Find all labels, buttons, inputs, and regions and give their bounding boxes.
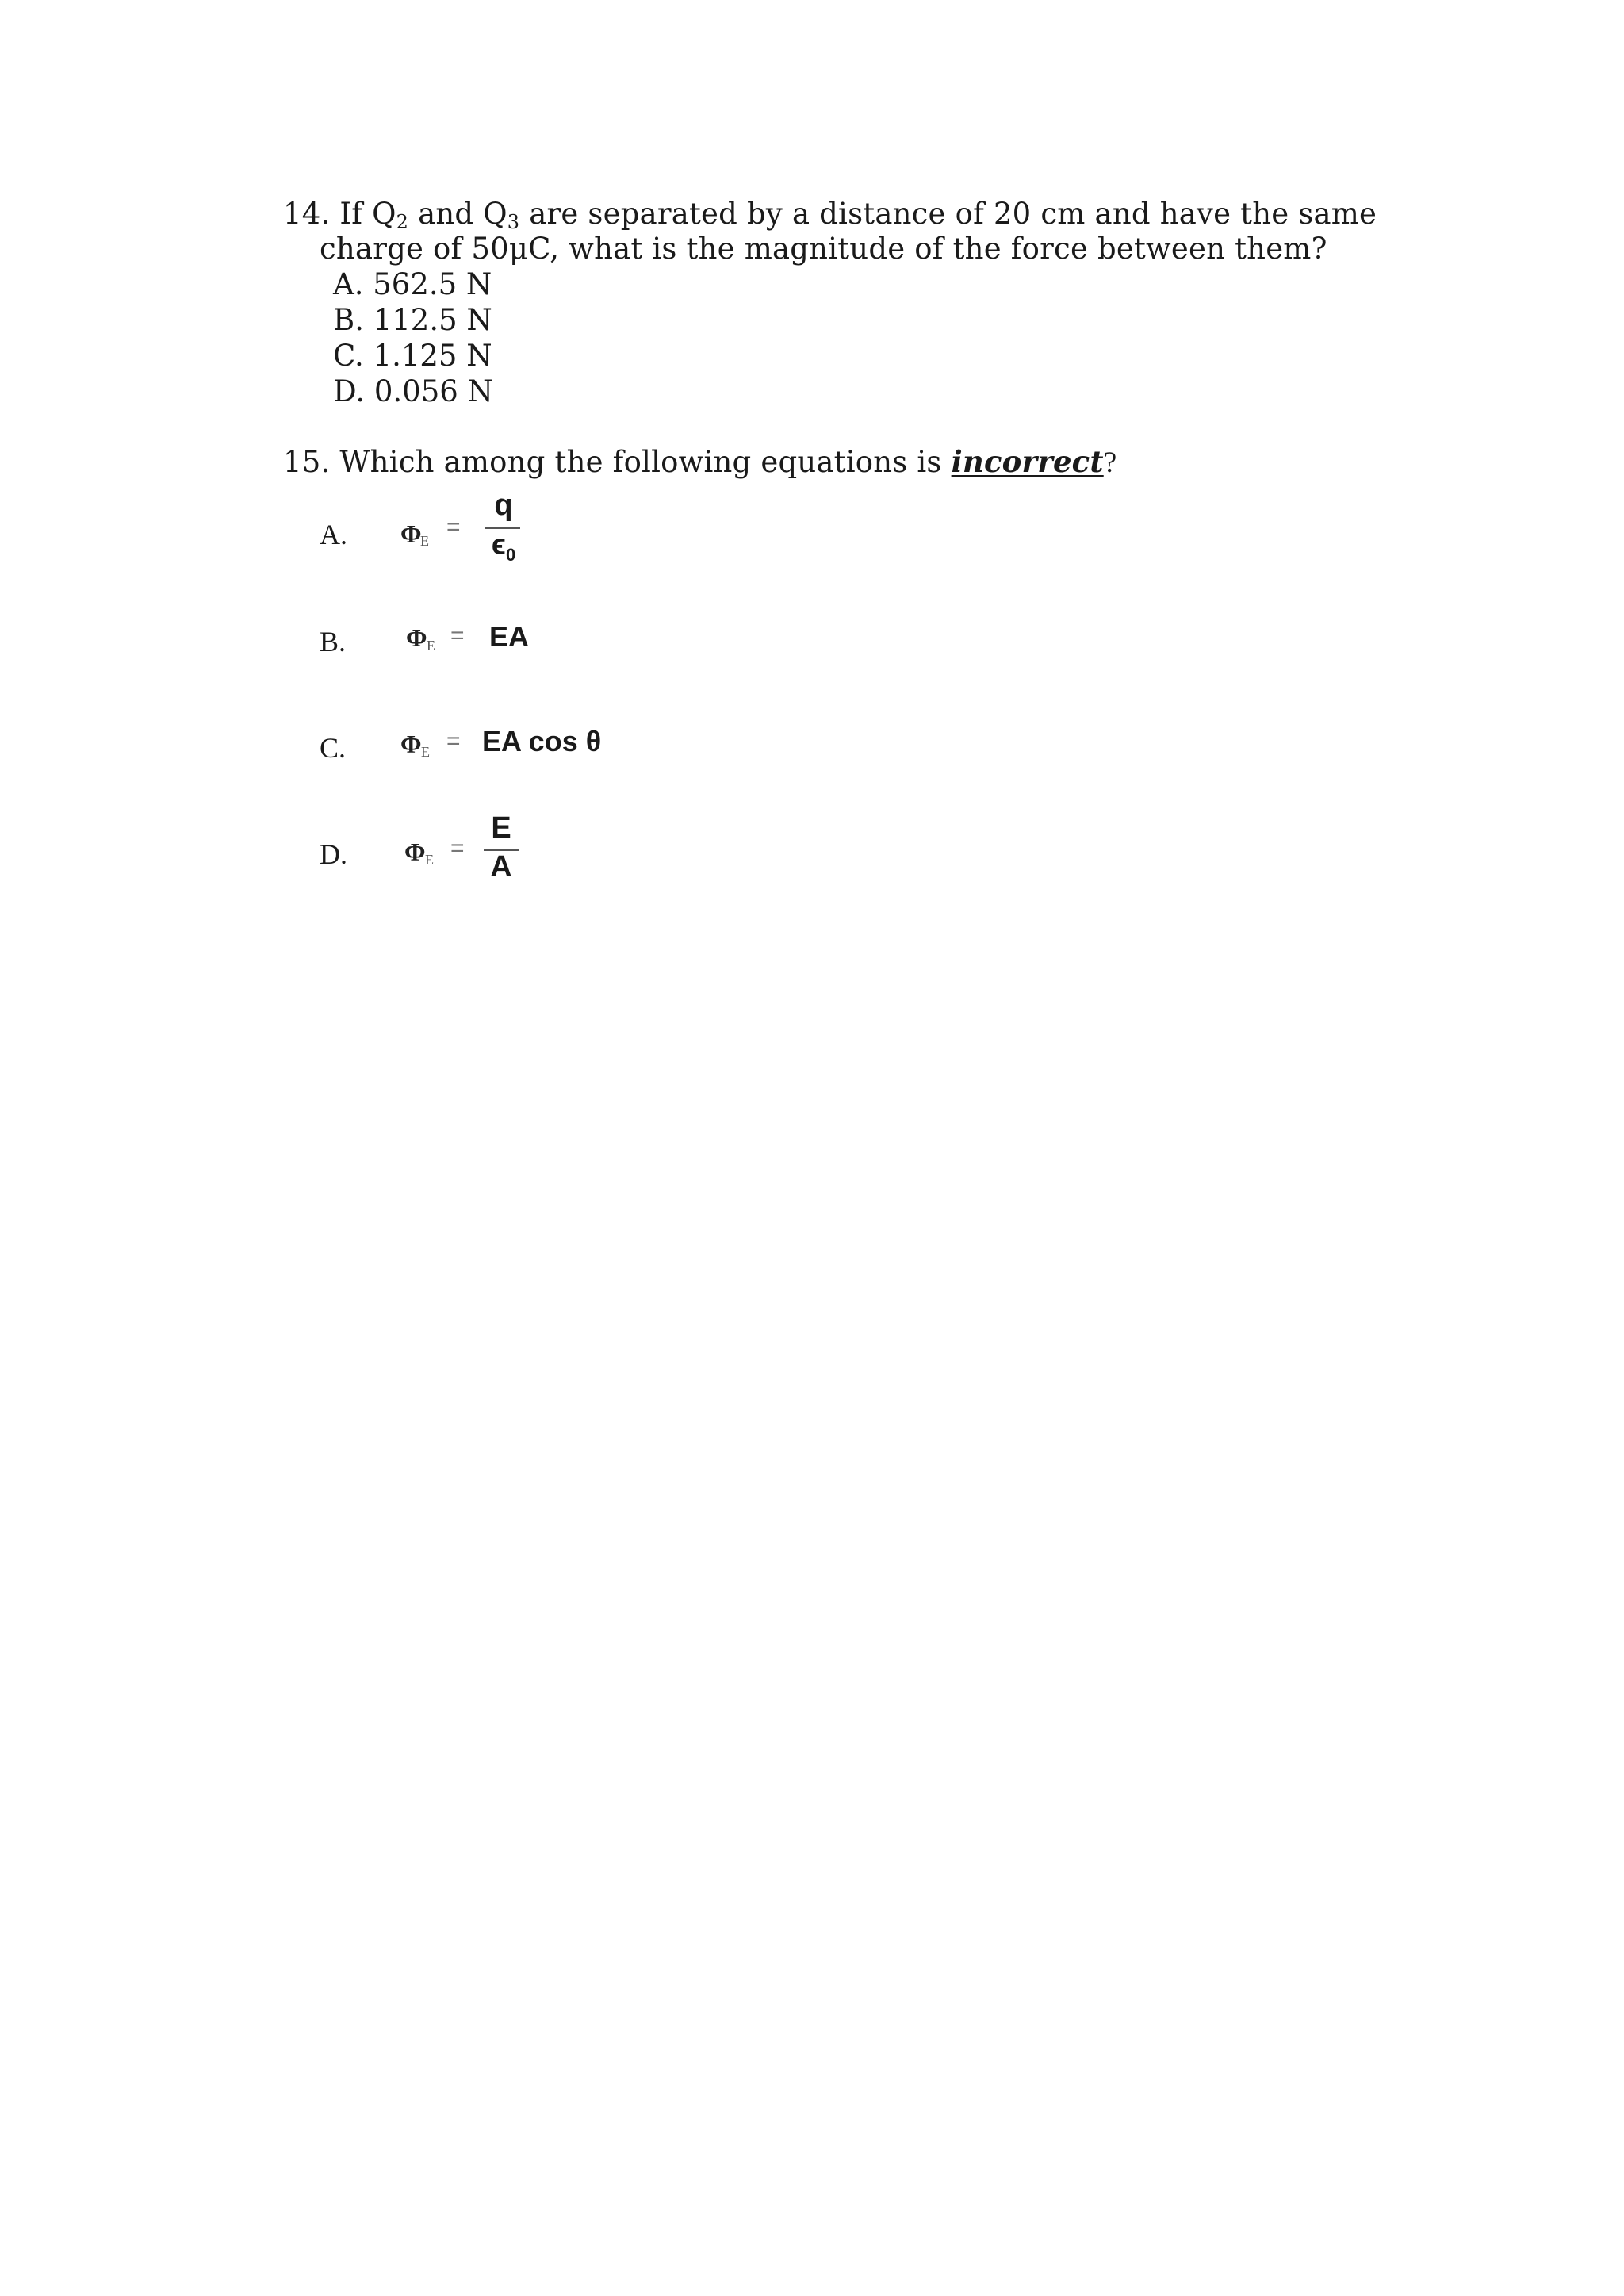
equation-b-label: B. bbox=[320, 626, 347, 657]
phi-symbol: Φ bbox=[400, 519, 422, 548]
equals-sign: = bbox=[446, 728, 461, 754]
phi-symbol: Φ bbox=[400, 730, 422, 758]
phi-symbol: Φ bbox=[406, 623, 427, 652]
question-14-option-b: B. 112.5 N bbox=[333, 303, 492, 337]
question-14-number: 14. bbox=[283, 197, 331, 231]
equals-sign: = bbox=[450, 835, 465, 861]
equation-rhs: EA cos θ bbox=[482, 725, 602, 757]
phi-symbol: Φ bbox=[404, 838, 426, 866]
equals-sign: = bbox=[450, 623, 465, 649]
fraction-denominator: $\epsilon_0$ bbox=[491, 528, 516, 565]
phi-subscript: E bbox=[427, 638, 435, 654]
question-14-option-a: A. 562.5 N bbox=[333, 267, 492, 301]
equation-d-label: D. bbox=[320, 838, 347, 870]
phi-subscript: E bbox=[421, 744, 430, 760]
phi-subscript: E bbox=[425, 852, 434, 868]
question-14-option-c: C. 1.125 N bbox=[333, 339, 492, 373]
equals-sign: = bbox=[446, 514, 461, 540]
question-15-number: 15. bbox=[283, 445, 331, 479]
equation-rhs: EA bbox=[489, 620, 530, 653]
equation-c-label: C. bbox=[320, 732, 347, 764]
equation-a-label: A. bbox=[320, 519, 347, 550]
fraction-numerator: E bbox=[491, 811, 511, 845]
emphasis-incorrect: incorrect bbox=[951, 444, 1104, 479]
phi-subscript: E bbox=[420, 533, 429, 549]
question-14-line-2: charge of 50μC, what is the magnitude of the force between them? bbox=[320, 232, 1327, 266]
fraction-denominator: A bbox=[490, 850, 512, 884]
question-14-line-1: 14. If $Q_2$ and $Q_3$ are separated by a distance of 20 cm and have the same bbox=[283, 197, 1377, 233]
fraction-numerator: q bbox=[494, 489, 513, 522]
question-15-text: 15. Which among the following equations is incorrect? bbox=[283, 444, 1117, 479]
question-14-option-d: D. 0.056 N bbox=[333, 374, 493, 408]
